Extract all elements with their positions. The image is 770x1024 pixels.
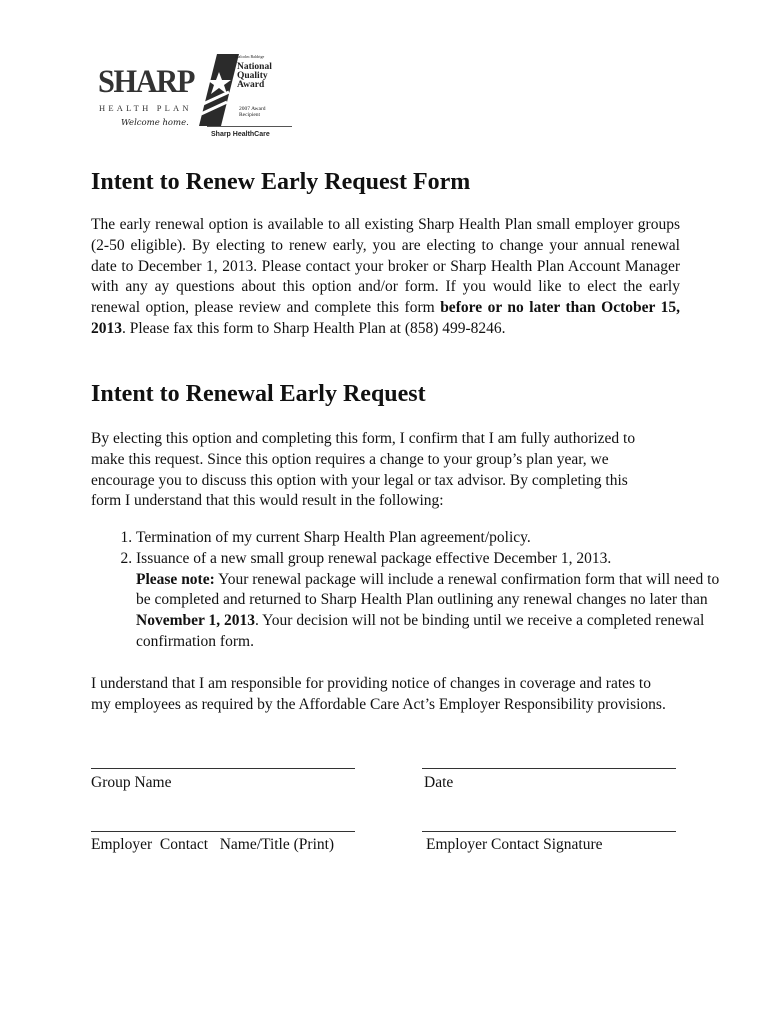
form-title: Intent to Renew Early Request Form — [91, 169, 471, 195]
award-line-3: Award — [237, 80, 265, 90]
award-year-line-2: Recipient — [239, 112, 261, 118]
award-line-1: National — [237, 62, 272, 72]
list-item — [136, 549, 736, 653]
note-deadline: November 1, 2013 — [136, 612, 255, 630]
intro-text-1: The early renewal option is available to all existing Sharp Health Plan small employer groups (2-50 eligible). By electing to renew early, you are electing to change your annual renewal date to December 1, 2013. Please contact your broker or Sharp Health Plan Account Manager with any ay questions about this option and/or form. If you would like to elect the early renewal option, please review and complete this form — [91, 216, 680, 317]
contact-signature-field[interactable] — [422, 831, 676, 832]
intro-deadline: before or no later than October 15, 2013 — [91, 299, 680, 337]
group-name-field[interactable] — [91, 768, 355, 769]
list-item — [136, 528, 736, 549]
term-1-text: Termination of my current Sharp Health Plan agreement/policy. — [136, 529, 531, 546]
quality-award-badge — [199, 52, 295, 144]
award-organization: Sharp HealthCare — [211, 131, 270, 138]
consent-paragraph: By electing this option and completing this form, I confirm that I am fully authorized to make this request. Since this option requires a change to your group’s plan year, we encourage you to discuss this option with your legal or tax advisor. By completing this form I understand that this would result in the following: — [91, 430, 636, 510]
acknowledgement-paragraph: I understand that I am responsible for providing notice of changes in coverage and rates to my employees as required by the Affordable Care Act’s Employer Responsibility provisions. — [91, 675, 666, 713]
intro-text-2: . Please fax this form to Sharp Health Plan at (858) 499-8246. — [122, 319, 506, 337]
sharp-logo — [95, 52, 295, 144]
note-label: Please note: — [136, 570, 215, 588]
sharp-brand-text: SHARP — [98, 64, 194, 100]
award-small-text: Malcolm Baldrige — [235, 54, 265, 59]
terms-list — [91, 528, 736, 653]
award-year-line-1: 2007 Award — [239, 106, 266, 112]
award-year — [239, 106, 266, 118]
award-line-2: Quality — [237, 71, 268, 81]
note-text-1: Your renewal package will include a renewal confirmation form that will need to be completed and returned to Sharp Health Plan outlining any renewal changes no later than — [136, 570, 720, 609]
sharp-subtitle: HEALTH PLAN — [99, 103, 192, 113]
date-label: Date — [424, 774, 454, 791]
contact-name-label: Employer Contact Name/Title (Print) — [91, 836, 335, 853]
section-title: Intent to Renewal Early Request — [91, 381, 426, 407]
group-name-label: Group Name — [91, 774, 172, 791]
intro-paragraph — [91, 215, 680, 340]
sharp-tagline: Welcome home. — [121, 118, 189, 128]
award-divider — [207, 126, 292, 127]
award-title — [237, 63, 272, 90]
note-text-2: . Your decision will not be binding until we receive a completed renewal confirmation form. — [136, 612, 705, 650]
contact-name-field[interactable] — [91, 831, 355, 832]
contact-signature-label: Employer Contact Signature — [426, 836, 603, 853]
award-star-icon — [199, 54, 239, 126]
date-field[interactable] — [422, 768, 676, 769]
term-2-text: Issuance of a new small group renewal package effective December 1, 2013. — [136, 549, 612, 567]
